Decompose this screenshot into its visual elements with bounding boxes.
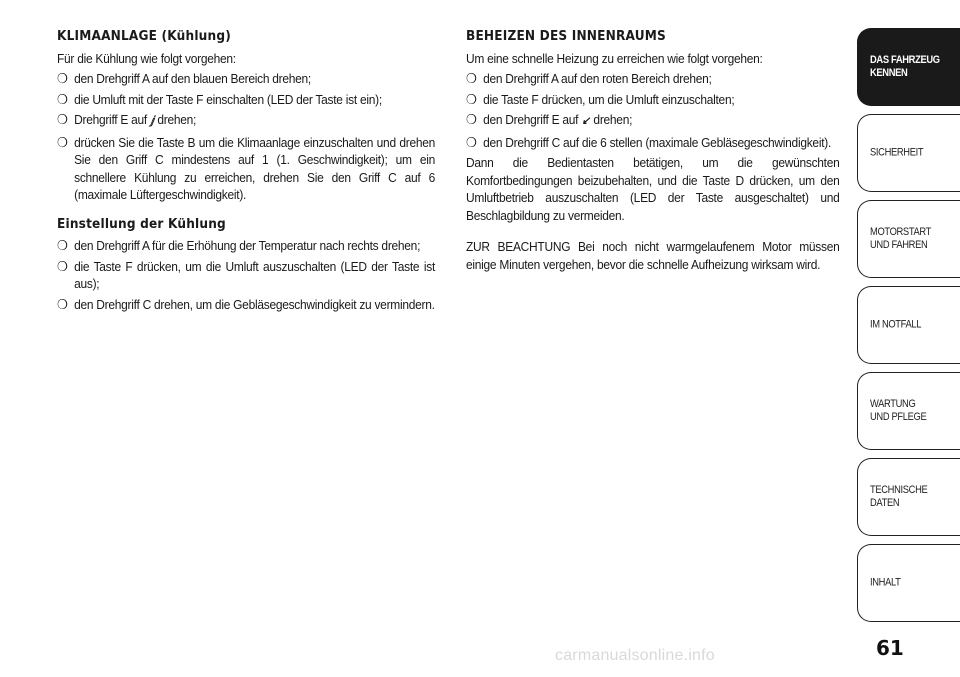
intro-text-cooling: Für die Kühlung wie folgt vorgehen: <box>57 50 236 66</box>
list-item: ❍ den Drehgriff A auf den blauen Bereich drehen; <box>57 71 311 86</box>
list-item: ❍ drücken Sie die Taste B um die Klimaanlage einzuschalten und drehen Sie den Griff C mindestens auf 1 (1. Geschwindigkeit); um ein schnellere Kühlung zu erreichen, drehen Sie den Griff C auf 6 (maximale Lüftergeschwindigkeit). <box>57 134 435 202</box>
list-item: ❍ den Drehgriff C drehen, um die Gebläsegeschwindigkeit zu vermindern. <box>57 296 435 312</box>
bullet-icon: ❍ <box>466 91 477 107</box>
list-item: ❍ die Umluft mit der Taste F einschalten (LED der Taste ist ein); <box>57 91 382 107</box>
tab-label: WARTUNG UND PFLEGE <box>870 398 927 423</box>
list-item: ❍ den Drehgriff C auf die 6 stellen (maximale Gebläsegeschwindigkeit). <box>466 134 832 150</box>
section-heading-heating: BEHEIZEN DES INNENRAUMS <box>466 28 666 44</box>
tab-label: MOTORSTART UND FAHREN <box>870 226 932 251</box>
bullet-icon: ❍ <box>57 296 68 312</box>
adjustment-steps-list <box>57 237 435 313</box>
bullet-icon: ❍ <box>57 71 68 86</box>
left-column <box>57 28 435 316</box>
list-item: ❍ Drehgriff E auf ⅉ drehen; <box>57 111 435 131</box>
note-paragraph: ZUR BEACHTUNG Bei noch nicht warmgelaufenem Motor müssen einige Minuten vergehen, bevor die schnelle Aufheizung wirksam wird. <box>466 239 840 272</box>
bullet-icon: ❍ <box>466 71 477 86</box>
bullet-icon: ❍ <box>57 238 68 253</box>
intro-text-heating: Um eine schnelle Heizung zu erreichen wie folgt vorgehen: <box>466 50 763 66</box>
section-heading-cooling: KLIMAANLAGE (Kühlung) <box>57 28 231 44</box>
right-column <box>466 28 840 276</box>
list-item: ❍ die Taste F drücken, um die Umluft auszuschalten (LED der Taste ist aus); <box>57 258 435 291</box>
subheading-cooling-adjustment: Einstellung der Kühlung <box>57 215 226 232</box>
watermark: carmanualsonline.info <box>555 647 715 664</box>
bullet-icon: ❍ <box>57 112 68 127</box>
air-distribution-icon: ↙ <box>581 115 590 127</box>
tab-label: INHALT <box>870 576 901 589</box>
comfort-paragraph: Dann die Bedientasten betätigen, um die gewünschten Komfortbedingungen beizubehalten, und die Taste D drücken, um den Umluftbetrieb auszuschalten (LED der Taste ausgeschaltet) und Beschlagbildung zu vermeiden. <box>466 155 840 223</box>
bullet-icon: ❍ <box>57 258 68 274</box>
tab-label: SICHERHEIT <box>870 146 924 159</box>
bullet-icon: ❍ <box>466 134 477 150</box>
tab-wartung-und-pflege[interactable] <box>857 372 960 450</box>
bullet-icon: ❍ <box>466 112 477 127</box>
air-distribution-icon: ⅉ <box>150 115 154 127</box>
page-number: 61 <box>876 636 904 660</box>
tab-label: IM NOTFALL <box>870 318 922 331</box>
tab-technische-daten[interactable] <box>857 458 960 536</box>
chapter-tabs <box>857 28 960 630</box>
tab-motorstart-und-fahren[interactable] <box>857 200 960 278</box>
list-item: ❍ den Drehgriff A für die Erhöhung der Temperatur nach rechts drehen; <box>57 238 421 253</box>
tab-label: DAS FAHRZEUG KENNEN <box>870 54 940 79</box>
tab-sicherheit[interactable] <box>857 114 960 192</box>
heating-steps-list <box>466 70 840 151</box>
tab-label: TECHNISCHE DATEN <box>870 484 928 509</box>
tab-das-fahrzeug-kennen[interactable] <box>857 28 960 106</box>
tab-inhalt[interactable] <box>857 544 960 622</box>
list-item: ❍ den Drehgriff A auf den roten Bereich drehen; <box>466 71 712 86</box>
cooling-steps-list <box>57 70 435 204</box>
bullet-icon: ❍ <box>57 134 68 150</box>
list-item: ❍ den Drehgriff E auf ↙ drehen; <box>466 111 840 131</box>
list-item: ❍ die Taste F drücken, um die Umluft einzuschalten; <box>466 91 735 107</box>
tab-im-notfall[interactable] <box>857 286 960 364</box>
bullet-icon: ❍ <box>57 91 68 107</box>
